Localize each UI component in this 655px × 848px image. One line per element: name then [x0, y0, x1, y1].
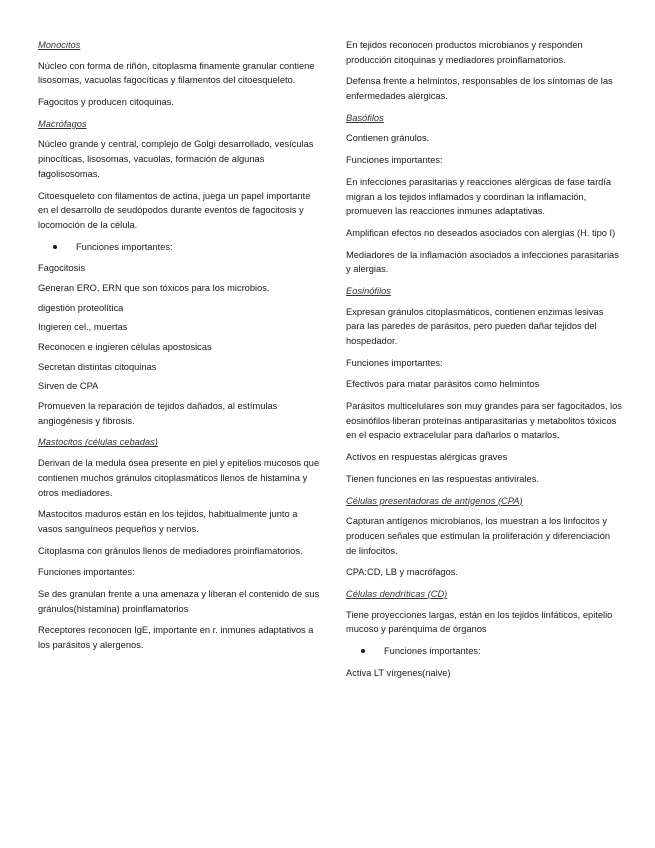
paragraph: Activa LT vírgenes(naive) [346, 667, 451, 678]
paragraph: Núcleo con forma de riñón, citoplasma finamente granular contiene lisosomas, vacuolas fagocíticas y filamentos del citoesqueleto. [38, 60, 315, 86]
paragraph: En tejidos reconocen productos microbianos y responden producción citoquinas y mediadores proinflamatorios. [346, 40, 583, 65]
paragraph: Amplifican efectos no deseados asociados con alergias (H. tipo I) [346, 227, 616, 238]
section-heading-mastocitos: Mastocitos (células cebadas) [38, 437, 158, 448]
section-heading-basofilos: Basófilos [346, 112, 384, 123]
paragraph: Citoplasma con gránulos llenos de mediadores proinflamatorios. [38, 545, 303, 556]
paragraph: Parásitos multicelulares son muy grandes para ser fagocitados, los eosinófilos liberan proteínas antiparasitarias y metabolitos tóxicos en el espacio extracelular para dañarlos o matarlos. [346, 401, 622, 441]
bullet-item [346, 644, 622, 659]
paragraph: Funciones importantes: [346, 357, 443, 368]
paragraph: Contienen gránulos. [346, 133, 430, 144]
section-heading-cpa: Células presentadoras de antígenos (CPA) [346, 495, 523, 506]
section-heading-monocitos: Monocitos [38, 40, 81, 50]
paragraph: Defensa frente a helmintos, responsables de los síntomas de las enfermedades alérgicas. [346, 76, 613, 102]
bullet-item [38, 240, 320, 255]
paragraph: Se des granulan frente a una amenaza y liberan el contenido de sus gránulos(histamina) proinflamatorios [38, 588, 320, 614]
list-item: Secretan distintas citoquinas [38, 361, 157, 372]
list-item: Generan ERO, ERN que son tóxicos para los microbios. [38, 282, 270, 293]
paragraph: Funciones importantes: [38, 567, 135, 578]
list-item: Reconocen e ingieren células apostosicas [38, 342, 212, 352]
paragraph: Tiene proyecciones largas, están en los tejidos linfáticos, epitelio mucoso y parénquima de órganos [346, 609, 613, 635]
paragraph: Fagocitos y producen citoquinas. [38, 97, 174, 108]
section-heading-macrofagos: Macrófagos [38, 118, 87, 129]
paragraph: Efectivos para matar parásitos como helmintos [346, 379, 540, 390]
list-item: Fagocitosis [38, 263, 86, 274]
right-column [346, 38, 622, 687]
paragraph: Núcleo grande y central, complejo de Golgi desarrollado, vesículas pinocíticas, lisosomas, vacuolas, formación de algunas fagolisosomas. [38, 139, 314, 179]
paragraph: Tienen funciones en las respuestas antivirales. [346, 473, 539, 484]
left-column [38, 38, 320, 660]
paragraph: Capturan antígenos microbianos, los muestran a los linfocitos y producen señales que estimulan la proliferación y diferenciación de linfocitos. [346, 516, 611, 556]
bullet-text: Funciones importantes: [76, 241, 173, 252]
bullet-dot-icon [361, 649, 365, 653]
paragraph: En infecciones parasitarias y reacciones alérgicas de fase tardía migran a los tejidos inflamados y coordinan la inflamación, promueven las reacciones inmunes adaptativas. [346, 176, 612, 217]
paragraph: Activos en respuestas alérgicas graves [346, 452, 508, 463]
section-heading-cd: Células dendríticas (CD) [346, 588, 448, 599]
paragraph: Funciones importantes: [346, 155, 443, 166]
paragraph: Mediadores de la inflamación asociados a infecciones parasitarias y alergias. [346, 249, 619, 275]
paragraph: CPA:CD, LB y macrófagos. [346, 567, 458, 578]
paragraph: Expresan gránulos citoplasmáticos, contienen enzimas lesivas para las paredes de parásitos, pero pueden dañar tejidos del hospedador. [346, 306, 604, 346]
bullet-text: Funciones importantes: [384, 646, 481, 656]
list-item: digestión proteolítica [38, 302, 124, 313]
bullet-dot-icon [53, 245, 57, 249]
list-item: Ingieren cel., muertas [38, 322, 128, 333]
paragraph: Citoesqueleto con filamentos de actina, juega un papel importante en el desarrollo de seudópodos durante eventos de fagocitosis y locomoción de la célula. [38, 190, 311, 230]
list-item: Sirven de CPA [38, 381, 99, 392]
section-heading-eosinofilos: Eosinófilos [346, 285, 391, 296]
paragraph: Mastocitos maduros están en los tejidos, habitualmente junto a vasos sanguíneos pequeños y nervios. [38, 509, 298, 534]
paragraph: Receptores reconocen IgE, importante en r. inmunes adaptativos a los parásitos y alergenos. [38, 625, 314, 650]
list-item: Promueven la reparación de tejidos dañados, al estímulas angiogénesis y fibrosis. [38, 401, 278, 426]
paragraph: Derivan de la medula ósea presente en piel y epitelios mucosos que contienen muchos gránulos citoplasmáticos llenos de histamina y otros mediadores. [38, 458, 320, 498]
